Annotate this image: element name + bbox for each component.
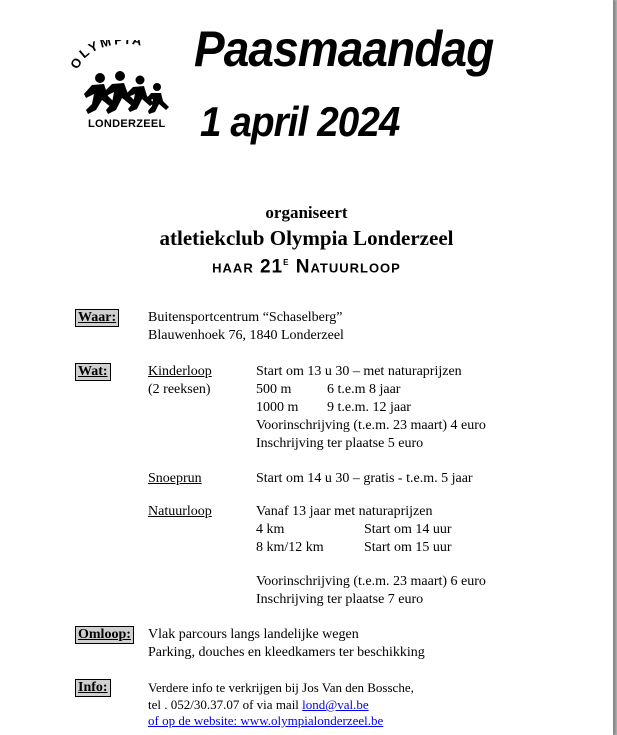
natuurloop-title: Natuurloop bbox=[148, 504, 212, 519]
kinderloop-series: (2 reeksen) bbox=[148, 382, 211, 397]
headline-day: Paasmaandag bbox=[194, 21, 494, 77]
info-contact: Verdere info te verkrijgen bij Jos Van den Bossche, bbox=[148, 680, 414, 695]
logo-subtitle: LONDERZEEL bbox=[88, 118, 166, 130]
omloop-label: Omloop: bbox=[75, 626, 134, 644]
natuurloop-onsite: Inschrijving ter plaatse 7 euro bbox=[256, 592, 424, 607]
snoeprun-start: Start om 14 u 30 – gratis - t.e.m. 5 jaar bbox=[256, 471, 473, 486]
natuurloop-dist-2: 8 km/12 km bbox=[256, 540, 324, 555]
run-title-sup: e bbox=[283, 254, 290, 268]
info-website-line bbox=[148, 712, 383, 729]
natuurloop-start: Vanaf 13 jaar met naturaprijzen bbox=[256, 504, 433, 519]
kinderloop-age-1: 6 t.e.m 8 jaar bbox=[327, 382, 401, 397]
website-prefix: of op de website: bbox=[148, 713, 241, 728]
organizer-prefix: organiseert bbox=[265, 203, 348, 222]
waar-label: Waar: bbox=[75, 309, 119, 327]
kinderloop-age-2: 9 t.e.m. 12 jaar bbox=[327, 400, 411, 415]
kinderloop-dist-2: 1000 m bbox=[256, 400, 299, 415]
headline-date: 1 april 2024 bbox=[200, 98, 400, 145]
wat-label: Wat: bbox=[75, 363, 111, 381]
waar-address: Blauwenhoek 76, 1840 Londerzeel bbox=[148, 328, 344, 343]
club-name: atletiekclub Olympia Londerzeel bbox=[159, 226, 454, 250]
runners-logo-icon bbox=[70, 40, 180, 120]
run-title bbox=[0, 254, 613, 278]
natuurloop-time-1: Start om 14 uur bbox=[364, 522, 452, 537]
run-title-suffix: Natuurloop bbox=[289, 256, 401, 278]
info-phone: tel . 052/30.37.07 of via mail bbox=[148, 697, 303, 712]
snoeprun-title: Snoeprun bbox=[148, 471, 202, 486]
omloop-course: Vlak parcours langs landelijke wegen bbox=[148, 627, 359, 642]
natuurloop-dist-1: 4 km bbox=[256, 522, 285, 537]
kinderloop-onsite: Inschrijving ter plaatse 5 euro bbox=[256, 436, 424, 451]
mail-link[interactable]: lond@val.be bbox=[302, 697, 369, 712]
run-title-prefix: haar 21 bbox=[212, 256, 284, 278]
info-phone-mail bbox=[148, 696, 369, 713]
natuurloop-time-2: Start om 15 uur bbox=[364, 540, 452, 555]
website-link[interactable]: www.olympialonderzeel.be bbox=[240, 713, 384, 728]
kinderloop-title: Kinderloop bbox=[148, 364, 212, 379]
kinderloop-dist-1: 500 m bbox=[256, 382, 292, 397]
waar-venue: Buitensportcentrum “Schaselberg” bbox=[148, 310, 343, 325]
logo-word: LYM A bbox=[76, 40, 146, 62]
kinderloop-start: Start om 13 u 30 – met naturaprijzen bbox=[256, 364, 462, 379]
info-label: Info: bbox=[75, 679, 111, 697]
natuurloop-preregistration: Voorinschrijving (t.e.m. 23 maart) 6 euro bbox=[256, 574, 486, 589]
kinderloop-preregistration: Voorinschrijving (t.e.m. 23 maart) 4 euro bbox=[256, 418, 486, 433]
svg-text:OLYMPIA bbox=[70, 40, 145, 71]
omloop-facilities: Parking, douches en kleedkamers ter beschikking bbox=[148, 645, 425, 660]
